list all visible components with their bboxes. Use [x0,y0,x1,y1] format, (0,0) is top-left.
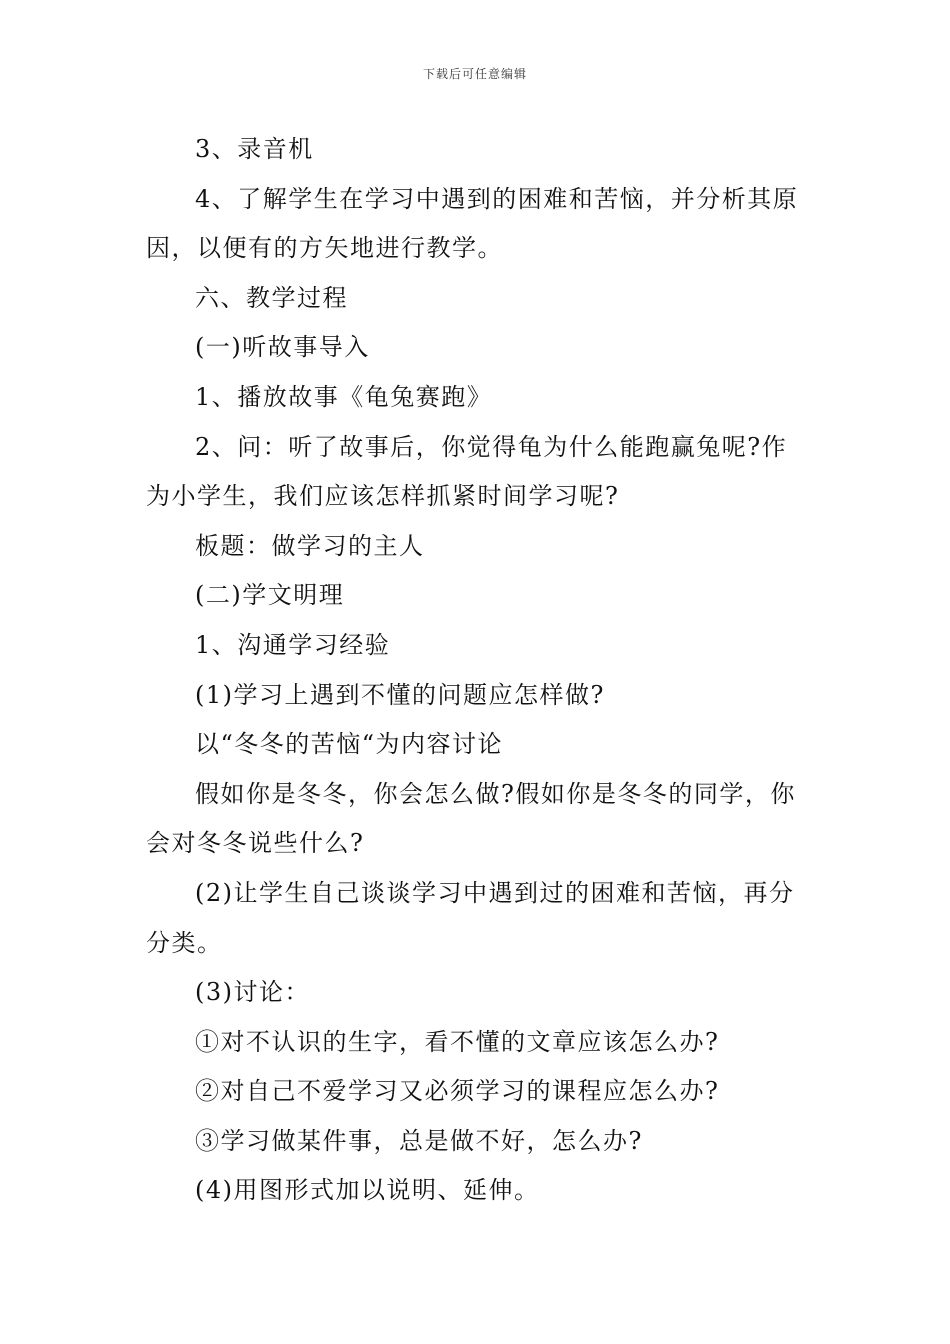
page-header-note: 下载后可任意编辑 [422,67,527,81]
subsection-heading-story-intro: (一)听故事导入 [195,333,370,362]
paragraph-question-1: (1)学习上遇到不懂的问题应怎样做? [195,680,605,709]
paragraph-play-story: 1、播放故事《龟兔赛跑》 [195,382,493,411]
paragraph-board-title: 板题：做学习的主人 [195,531,425,560]
paragraph-question: 2、问：听了故事后，你觉得龟为什么能跑赢兔呢?作为小学生，我们应该怎样抓紧时间学习呢? [146,432,788,511]
paragraph-item-4-understand-difficulties: 4、了解学生在学习中遇到的困难和苦恼，并分析其原因，以便有的方矢地进行教学。 [146,184,799,263]
paragraph-question-4: (4)用图形式加以说明、延伸。 [195,1176,540,1205]
paragraph-if-you-were: 假如你是冬冬，你会怎么做?假如你是冬冬的同学，你会对冬冬说些什么? [146,779,796,858]
list-item-circled-3: ③学习做某件事，总是做不好，怎么办? [195,1126,643,1155]
paragraph-item-3-recorder: 3、录音机 [195,135,314,163]
paragraph-question-3-discuss: (3)讨论： [195,978,310,1007]
section-heading-teaching-process: 六、教学过程 [195,283,348,312]
paragraph-discussion-topic: 以“冬冬的苦恼“为内容讨论 [195,730,504,759]
list-item-circled-2: ②对自己不爱学习又必须学习的课程应怎么办? [195,1077,720,1106]
list-item-circled-1: ①对不认识的生字，看不懂的文章应该怎么办? [195,1027,720,1056]
paragraph-question-2: (2)让学生自己谈谈学习中遇到过的困难和苦恼，再分分类。 [146,878,795,957]
subsection-heading-learn-text: (二)学文明理 [195,581,345,610]
paragraph-share-experience: 1、沟通学习经验 [195,630,391,659]
document-body [146,125,810,1216]
